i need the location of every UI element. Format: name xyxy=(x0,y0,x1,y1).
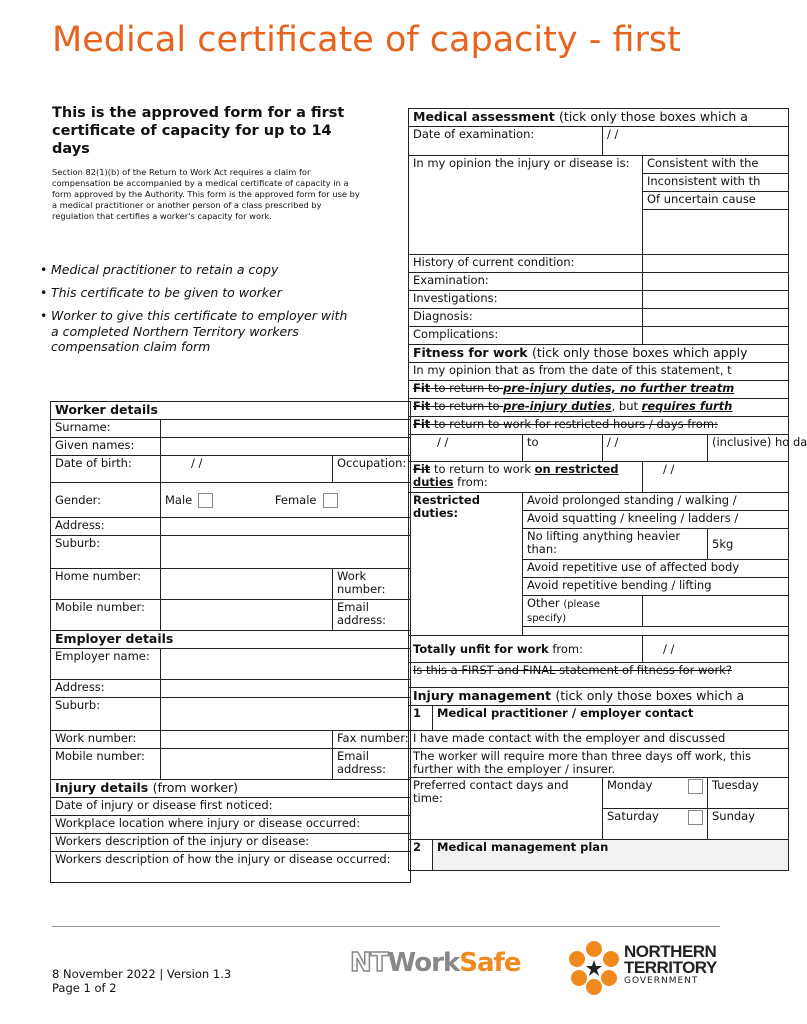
employer-suburb-field[interactable] xyxy=(161,698,411,731)
examination-field[interactable] xyxy=(643,273,789,291)
footer-divider xyxy=(52,926,720,927)
occupation-label: Occupation: xyxy=(333,456,411,483)
female-checkbox[interactable] xyxy=(323,493,338,508)
fit-pre-injury-no-treatment[interactable]: Fit to return to pre-injury duties, no further treatm xyxy=(409,381,789,399)
section-1-title: Medical practitioner / employer contact xyxy=(433,706,789,731)
tuesday-option[interactable]: Tuesday xyxy=(708,778,789,809)
section-2-number: 2 xyxy=(409,840,433,871)
consistent-option[interactable]: Consistent with the xyxy=(643,156,789,174)
preferred-contact-label: Preferred contact days and time: xyxy=(409,778,603,840)
bullet-item: • This certificate to be given to worker xyxy=(40,285,282,300)
inconsistent-option[interactable]: Inconsistent with th xyxy=(643,174,789,192)
section-1-number: 1 xyxy=(409,706,433,731)
restricted-spacer xyxy=(523,627,789,636)
form-subtitle: This is the approved form for a first certificate of capacity for up to 14 days xyxy=(52,105,345,157)
given-names-field[interactable] xyxy=(161,438,411,456)
contact-made-option[interactable]: I have made contact with the employer and discussed xyxy=(409,731,789,749)
employer-name-label: Employer name: xyxy=(51,649,161,680)
email-address-label: Email address: xyxy=(333,600,411,631)
injury-management-heading: Injury management (tick only those boxes which a xyxy=(409,688,789,706)
injury-description-label[interactable]: Workers description of the injury or disease: xyxy=(51,834,411,852)
fit-pre-injury-further-treatment[interactable]: Fit to return to pre-injury duties, but requires furth xyxy=(409,399,789,417)
page-number: Page 1 of 2 xyxy=(52,981,117,995)
avoid-bending-option[interactable]: Avoid repetitive bending / lifting xyxy=(523,578,789,596)
employer-work-number-label: Work number: xyxy=(51,731,161,749)
no-lifting-option[interactable]: No lifting anything heavier than: xyxy=(523,529,708,560)
history-field[interactable] xyxy=(643,255,789,273)
how-occurred-label[interactable]: Workers description of how the injury or disease occurred: xyxy=(51,852,411,883)
other-field[interactable] xyxy=(643,596,789,627)
totally-unfit-date[interactable]: / / xyxy=(643,636,789,663)
opinion-blank[interactable] xyxy=(643,210,789,255)
male-label: Male xyxy=(165,492,193,507)
restricted-from-date[interactable]: / / xyxy=(643,462,789,493)
male-checkbox[interactable] xyxy=(198,493,213,508)
work-number-label: Work number: xyxy=(333,569,411,600)
saturday-checkbox[interactable] xyxy=(688,810,703,825)
totally-unfit-label: Totally unfit for work from: xyxy=(409,636,643,663)
monday-checkbox[interactable] xyxy=(688,779,703,794)
investigations-label: Investigations: xyxy=(409,291,643,309)
other-option[interactable]: Other (please specify) xyxy=(523,596,643,627)
examination-label: Examination: xyxy=(409,273,643,291)
nt-government-emblem-icon xyxy=(566,940,622,996)
bullet-item: • Worker to give this certificate to employer with a completed Northern Territory workers compensation claim form xyxy=(40,308,348,354)
employer-address-label: Address: xyxy=(51,680,161,698)
employer-mobile-field[interactable] xyxy=(161,749,333,780)
home-number-label: Home number: xyxy=(51,569,161,600)
avoid-squatting-option[interactable]: Avoid squatting / kneeling / ladders / xyxy=(523,511,789,529)
workplace-location-label[interactable]: Workplace location where injury or disease occurred: xyxy=(51,816,411,834)
exam-date-label: Date of examination: xyxy=(409,127,603,156)
fitness-opinion: In my opinion that as from the date of this statement, t xyxy=(409,363,789,381)
exam-date-field[interactable]: / / xyxy=(603,127,789,156)
suburb-label: Suburb: xyxy=(51,536,161,569)
employer-work-number-field[interactable] xyxy=(161,731,333,749)
bullet-item: • Medical practitioner to retain a copy xyxy=(40,262,279,277)
monday-option[interactable]: Monday xyxy=(603,778,708,809)
uncertain-option[interactable]: Of uncertain cause xyxy=(643,192,789,210)
hours-from-date[interactable]: / / xyxy=(409,435,523,462)
saturday-option[interactable]: Saturday xyxy=(603,809,708,840)
employer-mobile-label: Mobile number: xyxy=(51,749,161,780)
avoid-repetitive-use-option[interactable]: Avoid repetitive use of affected body xyxy=(523,560,789,578)
employer-details-heading: Employer details xyxy=(51,631,411,649)
diagnosis-field[interactable] xyxy=(643,309,789,327)
worker-details-heading: Worker details xyxy=(51,402,411,420)
hours-to-label: to xyxy=(523,435,603,462)
employer-address-field[interactable] xyxy=(161,680,411,698)
injury-details-heading: Injury details (from worker) xyxy=(51,780,411,798)
first-final-question[interactable]: Is this a FIRST and FINAL statement of fitness for work? xyxy=(409,663,789,688)
investigations-field[interactable] xyxy=(643,291,789,309)
medical-assessment-heading: Medical assessment (tick only those boxes which a xyxy=(409,109,789,127)
fit-restricted-hours[interactable]: Fit to return to work for restricted hours / days from: xyxy=(409,417,789,435)
version-text: 8 November 2022 | Version 1.3 xyxy=(52,967,232,981)
diagnosis-label: Diagnosis: xyxy=(409,309,643,327)
given-names-label: Given names: xyxy=(51,438,161,456)
home-number-field[interactable] xyxy=(161,569,333,600)
employer-name-field[interactable] xyxy=(161,649,411,680)
fax-number-label: Fax number: xyxy=(333,731,411,749)
page-title: Medical certificate of capacity - first xyxy=(52,20,681,60)
employer-email-label: Email address: xyxy=(333,749,411,780)
restricted-duties-label: Restricted duties: xyxy=(409,493,523,636)
sunday-option[interactable]: Sunday xyxy=(708,809,789,840)
ntworksafe-logo: NTWorkSafe xyxy=(350,948,521,978)
history-label: History of current condition: xyxy=(409,255,643,273)
surname-field[interactable] xyxy=(161,420,411,438)
employer-suburb-label: Suburb: xyxy=(51,698,161,731)
worker-employer-table xyxy=(50,401,411,883)
dob-label: Date of birth: xyxy=(51,456,161,483)
mobile-number-field[interactable] xyxy=(161,600,333,631)
date-noticed-label[interactable]: Date of injury or disease first noticed: xyxy=(51,798,411,816)
section-2-title: Medical management plan xyxy=(433,840,789,871)
female-label: Female xyxy=(274,492,317,507)
gender-label: Gender: xyxy=(51,483,161,518)
nt-government-name: NORTHERN TERRITORY xyxy=(624,942,717,977)
opinion-label: In my opinion the injury or disease is: xyxy=(409,156,643,255)
nt-government-label: GOVERNMENT xyxy=(624,976,699,986)
complications-label: Complications: xyxy=(409,327,643,345)
intro-text: Section 82(1)(b) of the Return to Work Act requires a claim for compensation be accompanied by a medical certificate of capacity in a form approved by the Authority. This form is the approved form for use by a medical practitioner or another person of a class prescribed by regulation that certifies a worker's capacity for work. xyxy=(52,167,360,221)
three-days-option[interactable]: The worker will require more than three days off work, this further with the employer / insurer. xyxy=(409,749,789,778)
medical-fitness-table xyxy=(408,108,807,871)
address-field[interactable] xyxy=(161,518,411,536)
suburb-field[interactable] xyxy=(161,536,411,569)
surname-label: Surname: xyxy=(51,420,161,438)
footer-version xyxy=(52,967,231,995)
hours-to-date[interactable]: / / xyxy=(603,435,708,462)
dob-field[interactable]: / / xyxy=(161,456,333,483)
address-label: Address: xyxy=(51,518,161,536)
complications-field[interactable] xyxy=(643,327,789,345)
kg-limit[interactable]: 5kg xyxy=(708,529,789,560)
fit-restricted-duties[interactable]: Fit to return to work on restricted duties from: xyxy=(409,462,643,493)
inclusive-label: (inclusive) ho da xyxy=(708,435,789,462)
fitness-heading: Fitness for work (tick only those boxes which apply xyxy=(409,345,789,363)
avoid-standing-option[interactable]: Avoid prolonged standing / walking / xyxy=(523,493,789,511)
mobile-number-label: Mobile number: xyxy=(51,600,161,631)
